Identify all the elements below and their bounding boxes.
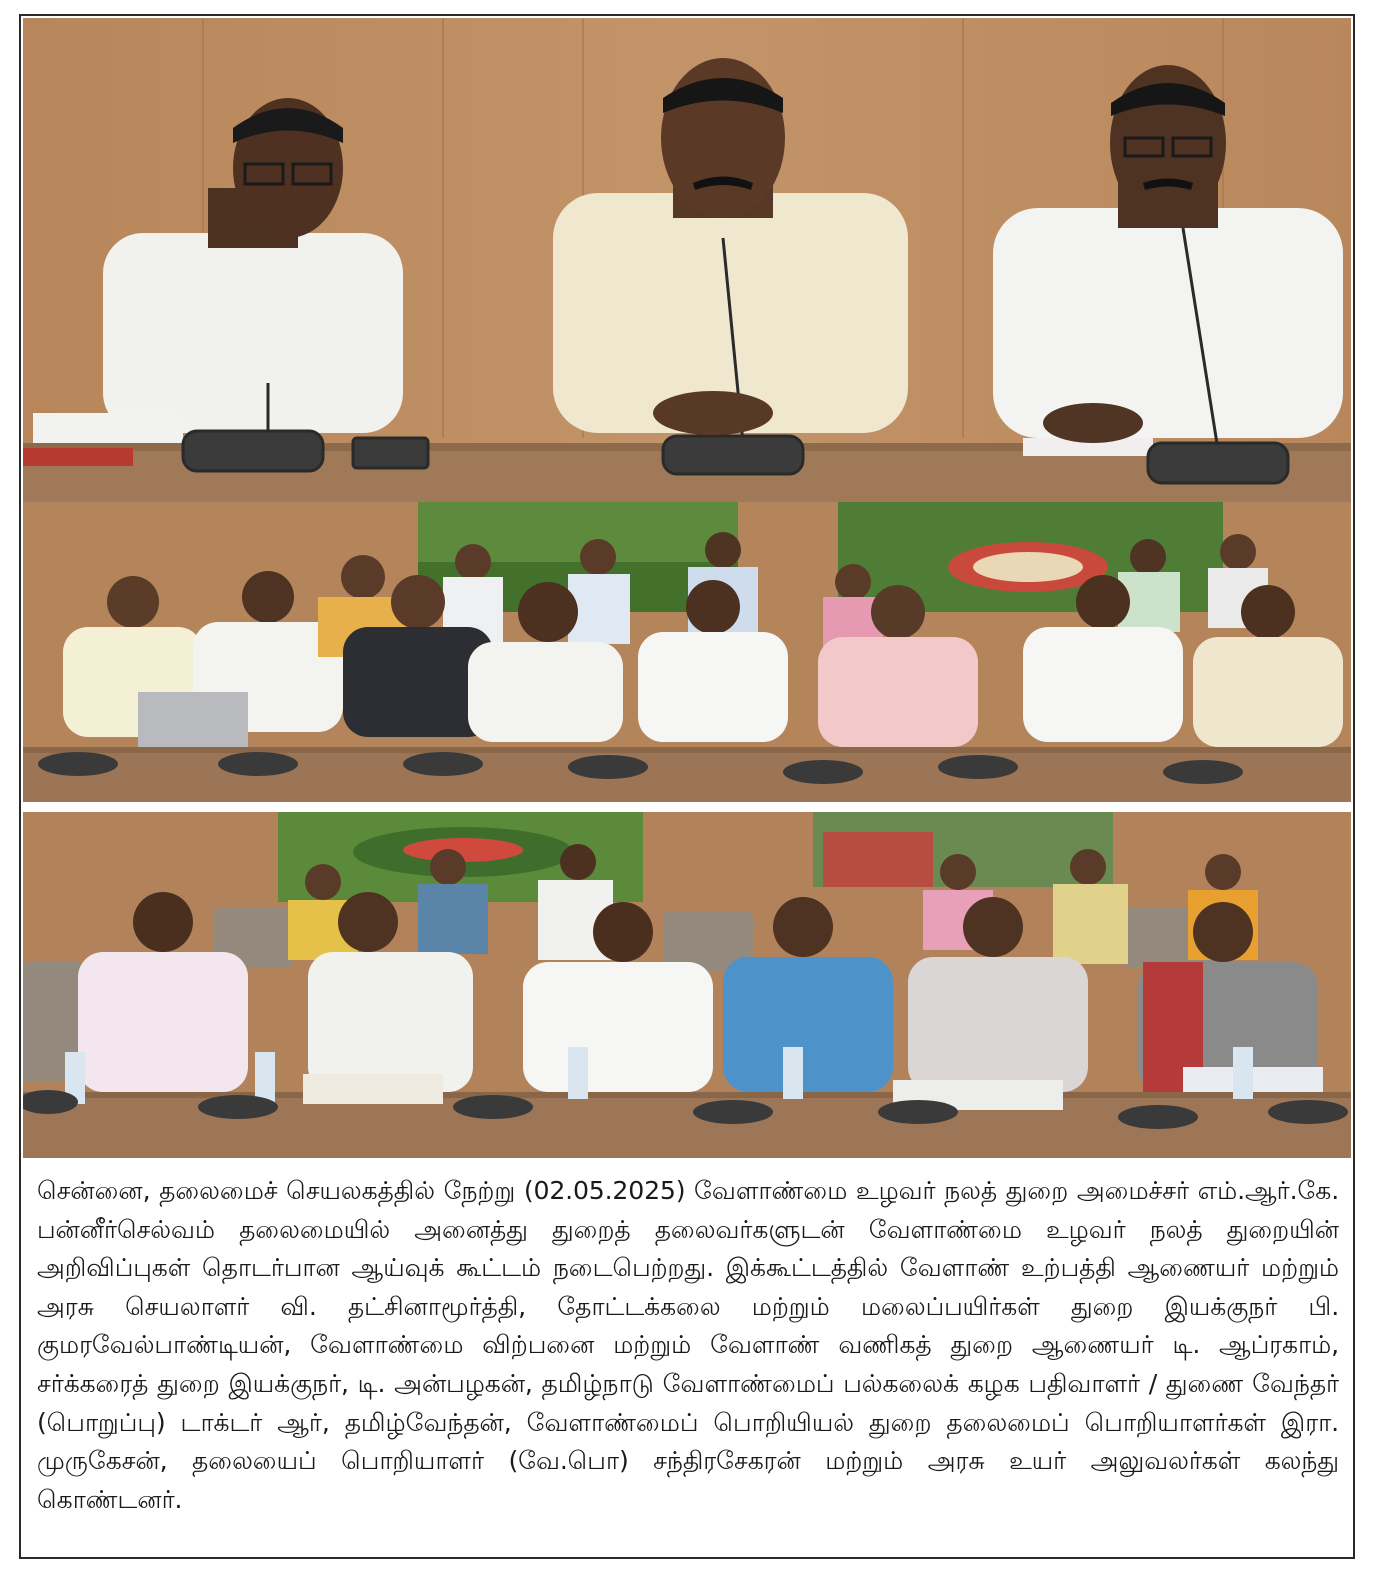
- caption-text: சென்னை, தலைமைச் செயலகத்தில் நேற்று (02.05.2025) வேளாண்மை உழவர் நலத் துறை அமைச்சர் எம்.ஆர்.கே. பன்னீர்செல்வம் தலைமையில் அனைத்து துறைத் தலைவர்களுடன் வேளாண்மை உழவர் நலத் துறையின் அறிவிப்புகள் தொடர்பான ஆய்வுக் கூட்டம் நடைபெற்றது. இக்கூட்டத்தில் வேளாண் உற்பத்தி ஆணையர் மற்றும் அரசு செயலாளர் வி. தட்சினாமூர்த்தி, தோட்டக்கலை மற்றும் மலைப்பயிர்கள் துறை இயக்குநர் பி. குமரவேல்பாண்டியன், வேளாண்மை விற்பனை மற்றும் வேளாண் வணிகத் துறை ஆணையர் டி. ஆப்ரகாம், சர்க்கரைத் துறை இயக்குநர், டி. அன்பழகன், தமிழ்நாடு வேளாண்மைப் பல்கலைக் கழக பதிவாளர் / துணை வேந்தர் (பொறுப்பு) டாக்டர் ஆர், தமிழ்வேந்தன், வேளாண்மைப் பொறியியல் துறை தலைமைப் பொறியாளர்கள் இரா. முருகேசன், தலையைப் பொறியாளர் (வே.பொ) சந்திரசேகரன் மற்றும் அரசு உயர் அலுவலர்கள் கலந்து கொண்டனர்.: [37, 1176, 1339, 1514]
- photo-meeting-hall-2: [23, 812, 1351, 1158]
- head-table-scene: [23, 18, 1351, 502]
- news-clipping-frame: [19, 14, 1355, 1559]
- meeting-hall-scene-1: [23, 502, 1351, 802]
- photo-meeting-hall-1: [23, 502, 1351, 802]
- photo-gap: [23, 802, 1351, 812]
- photo-head-table: [23, 18, 1351, 502]
- photo-caption: [37, 1172, 1339, 1552]
- meeting-hall-scene-2: [23, 812, 1351, 1158]
